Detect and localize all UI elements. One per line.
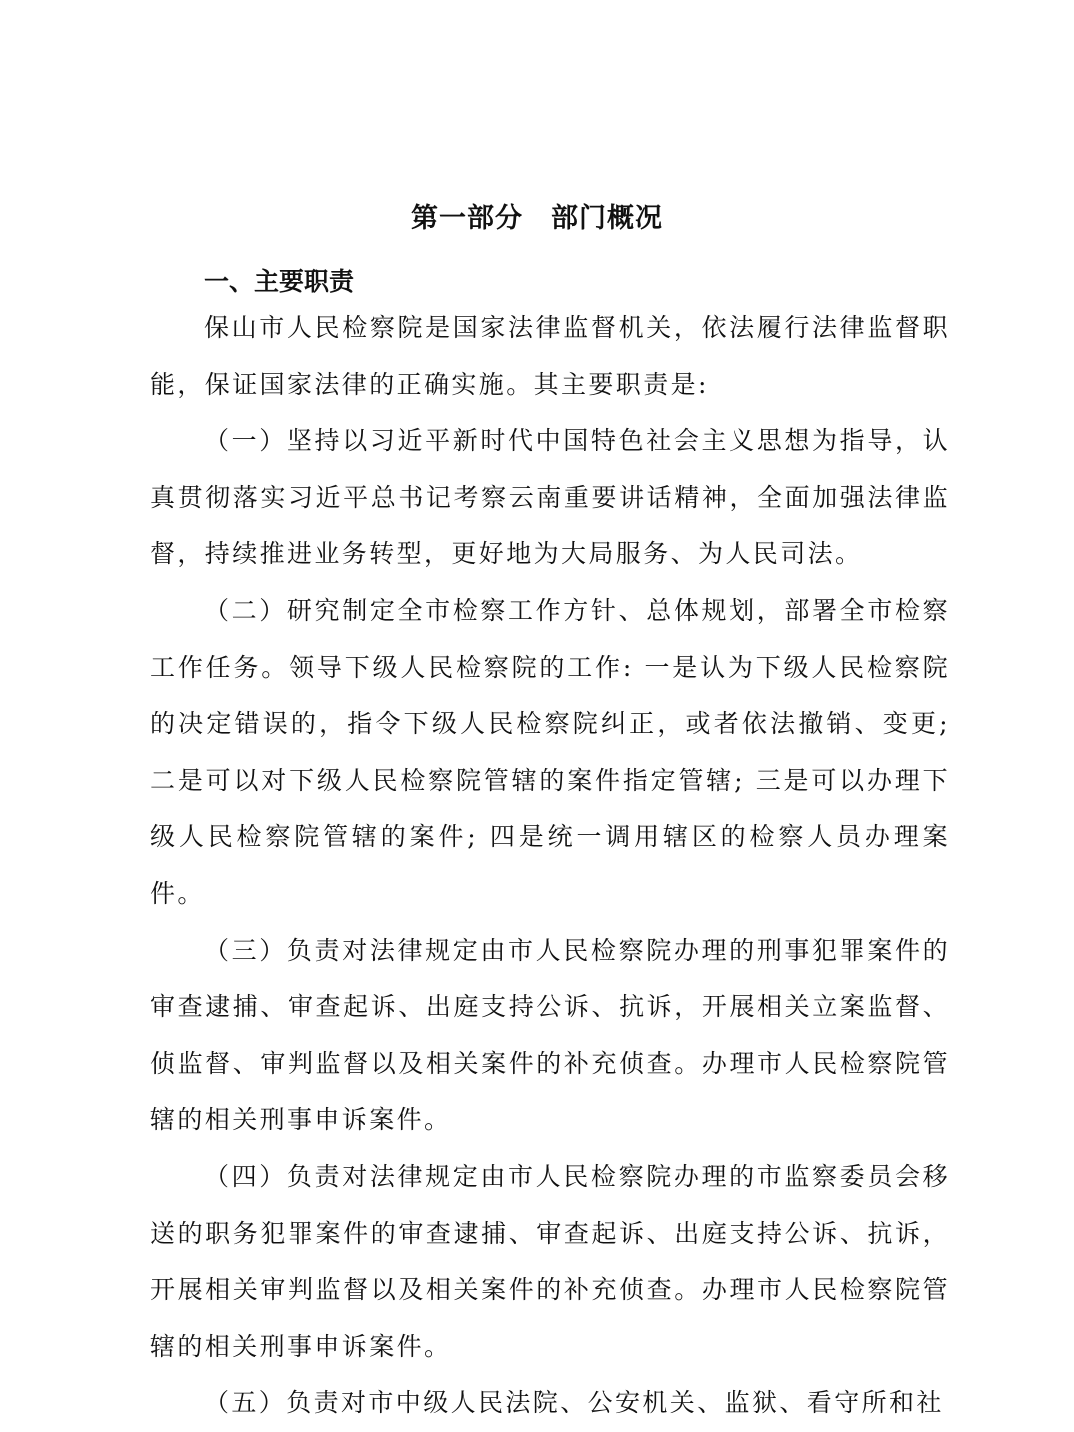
paragraph-duty-1: （一）坚持以习近平新时代中国特色社会主义思想为指导，认真贯彻落实习近平总书记考察云南重要讲话精神，全面加强法律监督，持续推进业务转型，更好地为大局服务、为人民司法。 xyxy=(150,426,950,569)
document-body xyxy=(150,300,950,1432)
paragraph-duty-2: （二）研究制定全市检察工作方针、总体规划，部署全市检察工作任务。领导下级人民检察院的工作: 一是认为下级人民检察院的决定错误的，指令下级人民检察院纠正，或者依法撤销、变更; 二是可以对下级人民检察院管辖的案件指定管辖; 三是可以办理下级人民检察院管辖的案件; 四是统一调用辖区的检察人员办理案件。 xyxy=(150,595,950,908)
paragraph-duty-3: （三）负责对法律规定由市人民检察院办理的刑事犯罪案件的审查逮捕、审查起诉、出庭支持公诉、抗诉，开展相关立案监督、侦监督、审判监督以及相关案件的补充侦查。办理市人民检察院管辖的相关刑事申诉案件。 xyxy=(150,935,950,1135)
paragraph-duty-5: （五）负责对市中级人民法院、公安机关、监狱、看守所和社 xyxy=(204,1388,944,1418)
paragraph-intro: 保山市人民检察院是国家法律监督机关，依法履行法律监督职能，保证国家法律的正确实施。其主要职责是: xyxy=(150,313,950,399)
paragraph-duty-4: （四）负责对法律规定由市人民检察院办理的市监察委员会移送的职务犯罪案件的审查逮捕、审查起诉、出庭支持公诉、抗诉，开展相关审判监督以及相关案件的补充侦查。办理市人民检察院管辖的相关刑事申诉案件。 xyxy=(150,1161,950,1361)
section-heading: 一、主要职责 xyxy=(204,267,355,296)
page-title: 第一部分 部门概况 xyxy=(411,203,663,234)
